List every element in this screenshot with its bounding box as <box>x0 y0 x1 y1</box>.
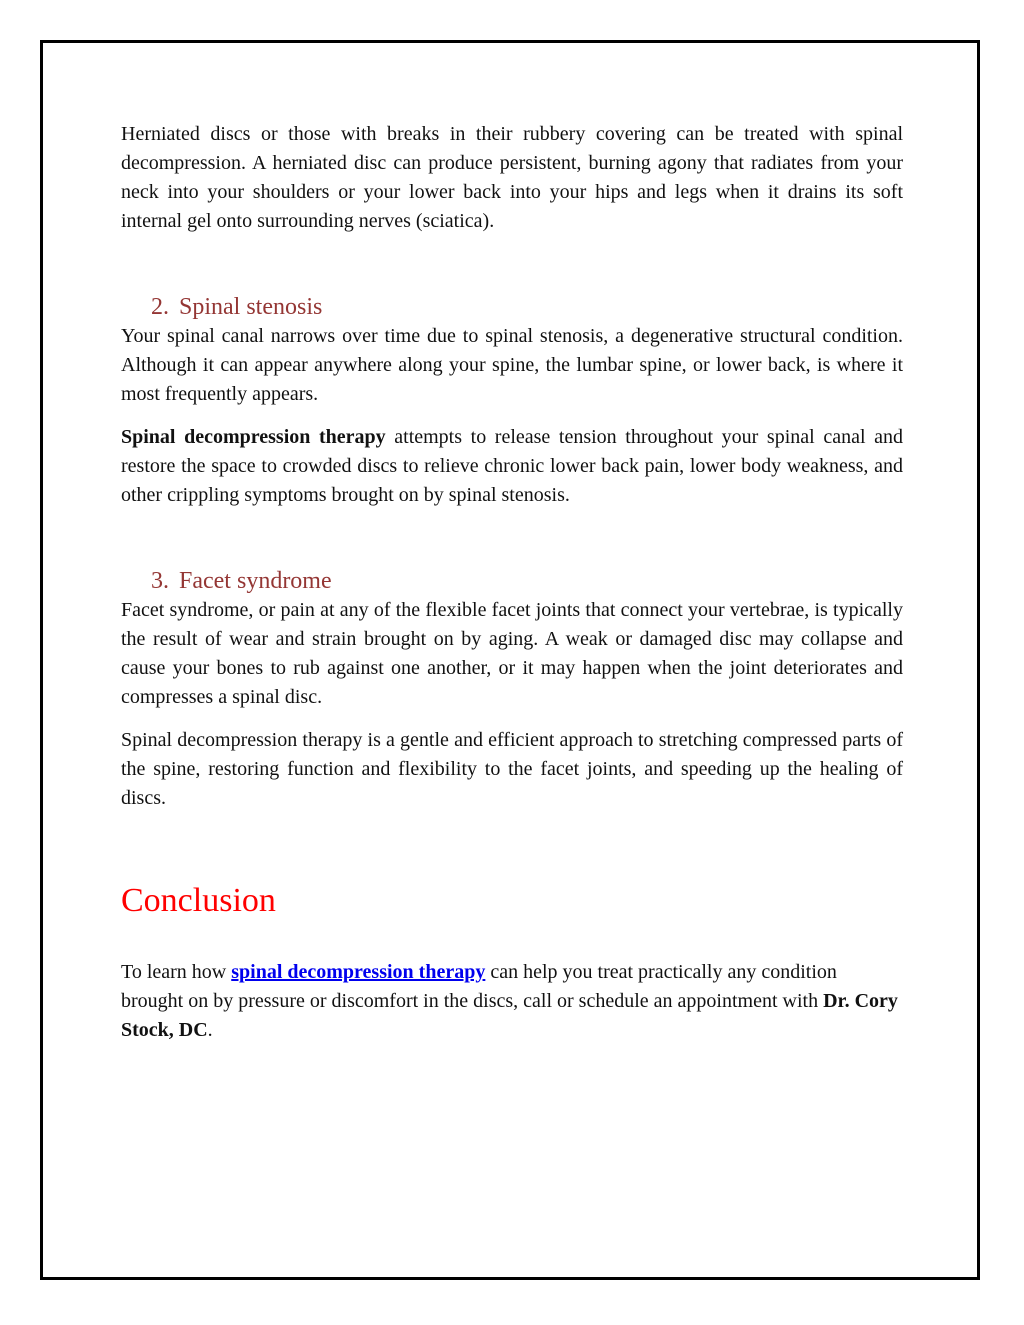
conclusion-text-middle: can help you treat practically any condition brought on by pressure or discomfort in the discs, call or schedule an appointment with <box>121 961 837 1012</box>
facet-paragraph-1: Facet syndrome, or pain at any of the flexible facet joints that connect your vertebrae, is typically the result of wear and strain brought on by aging. A weak or damaged disc may collapse and cause your bones to rub against one another, or it may happen when the joint deteriorates and compresses a spinal disc. <box>121 599 903 708</box>
heading-title: Facet syndrome <box>179 568 332 594</box>
doctor-name: Dr. Cory Stock, DC <box>121 990 898 1041</box>
heading-facet-syndrome <box>121 566 903 596</box>
intro-paragraph: Herniated discs or those with breaks in their rubbery covering can be treated with spinal decompression. A herniated disc can produce persistent, burning agony that radiates from your neck into your shoulders or your lower back into your hips and legs when it drains its soft internal gel onto surrounding nerves (sciatica). <box>121 123 903 232</box>
conclusion-heading: Conclusion <box>121 882 276 919</box>
heading-number: 2. <box>151 294 169 320</box>
bold-term: Spinal decompression therapy <box>121 426 386 448</box>
heading-number: 3. <box>151 568 169 594</box>
conclusion-paragraph <box>121 958 903 1045</box>
facet-paragraph-2: Spinal decompression therapy is a gentle and efficient approach to stretching compressed parts of the spine, restoring function and flexibility to the facet joints, and speeding up the healing of discs. <box>121 729 903 809</box>
conclusion-text-end: . <box>207 1019 213 1041</box>
heading-title: Spinal stenosis <box>179 294 323 320</box>
stenosis-paragraph-2 <box>121 423 903 510</box>
document-body <box>121 120 903 1045</box>
conclusion-text-start: To learn how <box>121 961 232 983</box>
heading-spinal-stenosis <box>121 292 903 322</box>
spinal-decompression-link[interactable]: spinal decompression therapy <box>231 961 486 983</box>
paragraph-text: attempts to release tension throughout your spinal canal and restore the space to crowded discs to relieve chronic lower back pain, lower body weakness, and other crippling symptoms brought on by spinal stenosis. <box>121 426 903 506</box>
stenosis-paragraph-1: Your spinal canal narrows over time due to spinal stenosis, a degenerative structural condition. Although it can appear anywhere along your spine, the lumbar spine, or lower back, is where it most frequently appears. <box>121 325 903 405</box>
